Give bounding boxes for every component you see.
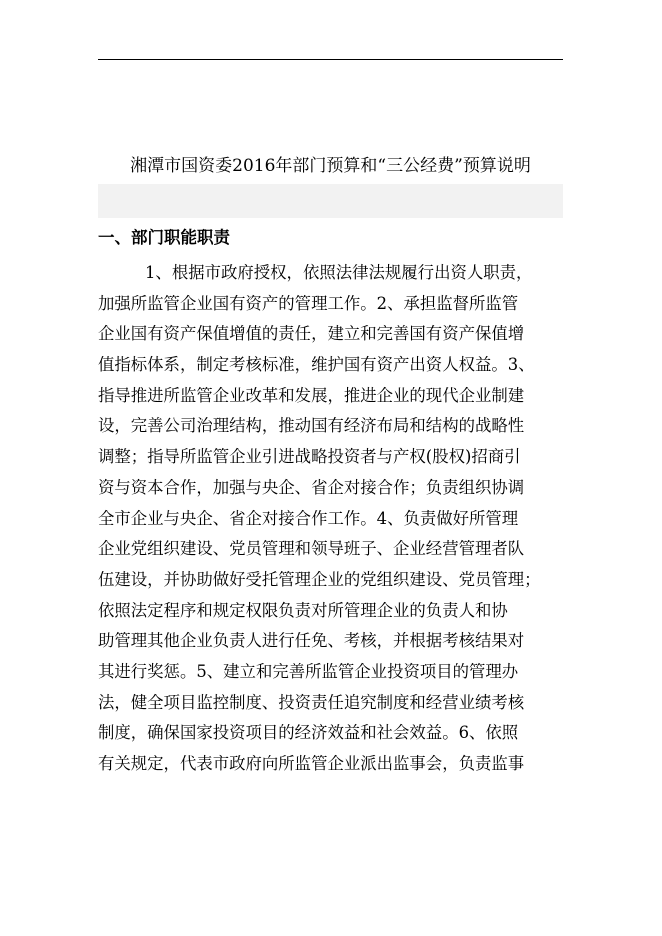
body-line: 加强所监管企业国有资产的管理工作。2、承担监督所监管: [98, 293, 519, 313]
gray-placeholder-band: [98, 184, 563, 218]
body-line: 制度，确保国家投资项目的经济效益和社会效益。6、依照: [98, 723, 519, 743]
body-line: 法，健全项目监控制度、投资责任追究制度和经营业绩考核: [98, 692, 525, 712]
document-title: 湘潭市国资委2016年部门预算和“三公经费”预算说明: [130, 156, 531, 176]
body-line: 指导推进所监管企业改革和发展，推进企业的现代企业制建: [98, 385, 525, 405]
body-line: 依照法定程序和规定权限负责对所管理企业的负责人和协: [98, 600, 508, 620]
body-line: 调整；指导所监管企业引进战略投资者与产权(股权)招商引: [98, 447, 521, 467]
body-line: 企业党组织建设、党员管理和领导班子、企业经营管理者队: [98, 539, 525, 559]
body-line: 设，完善公司治理结构，推动国有经济布局和结构的战略性: [98, 416, 525, 436]
header-rule: [98, 59, 563, 60]
body-line: 企业国有资产保值增值的责任，建立和完善国有资产保值增: [98, 324, 525, 344]
body-paragraph: [98, 258, 563, 780]
body-line: 资与资本合作，加强与央企、省企对接合作；负责组织协调: [98, 477, 525, 497]
body-line: 助管理其他企业负责人进行任免、考核，并根据考核结果对: [98, 631, 525, 651]
body-line: 1、根据市政府授权，依照法律法规履行出资人职责，: [145, 263, 533, 282]
body-line: 有关规定，代表市政府向所监管企业派出监事会，负责监事: [98, 754, 525, 773]
body-line: 全市企业与央企、省企对接合作工作。4、负责做好所管理: [98, 508, 519, 528]
body-line: 其进行奖惩。5、建立和完善所监管企业投资项目的管理办: [98, 661, 519, 681]
body-line: 值指标体系，制定考核标准，维护国有资产出资人权益。3、: [98, 355, 535, 375]
section-heading: 一、部门职能职责: [98, 228, 230, 247]
body-line: 伍建设，并协助做好受托管理企业的党组织建设、党员管理；: [98, 569, 541, 589]
